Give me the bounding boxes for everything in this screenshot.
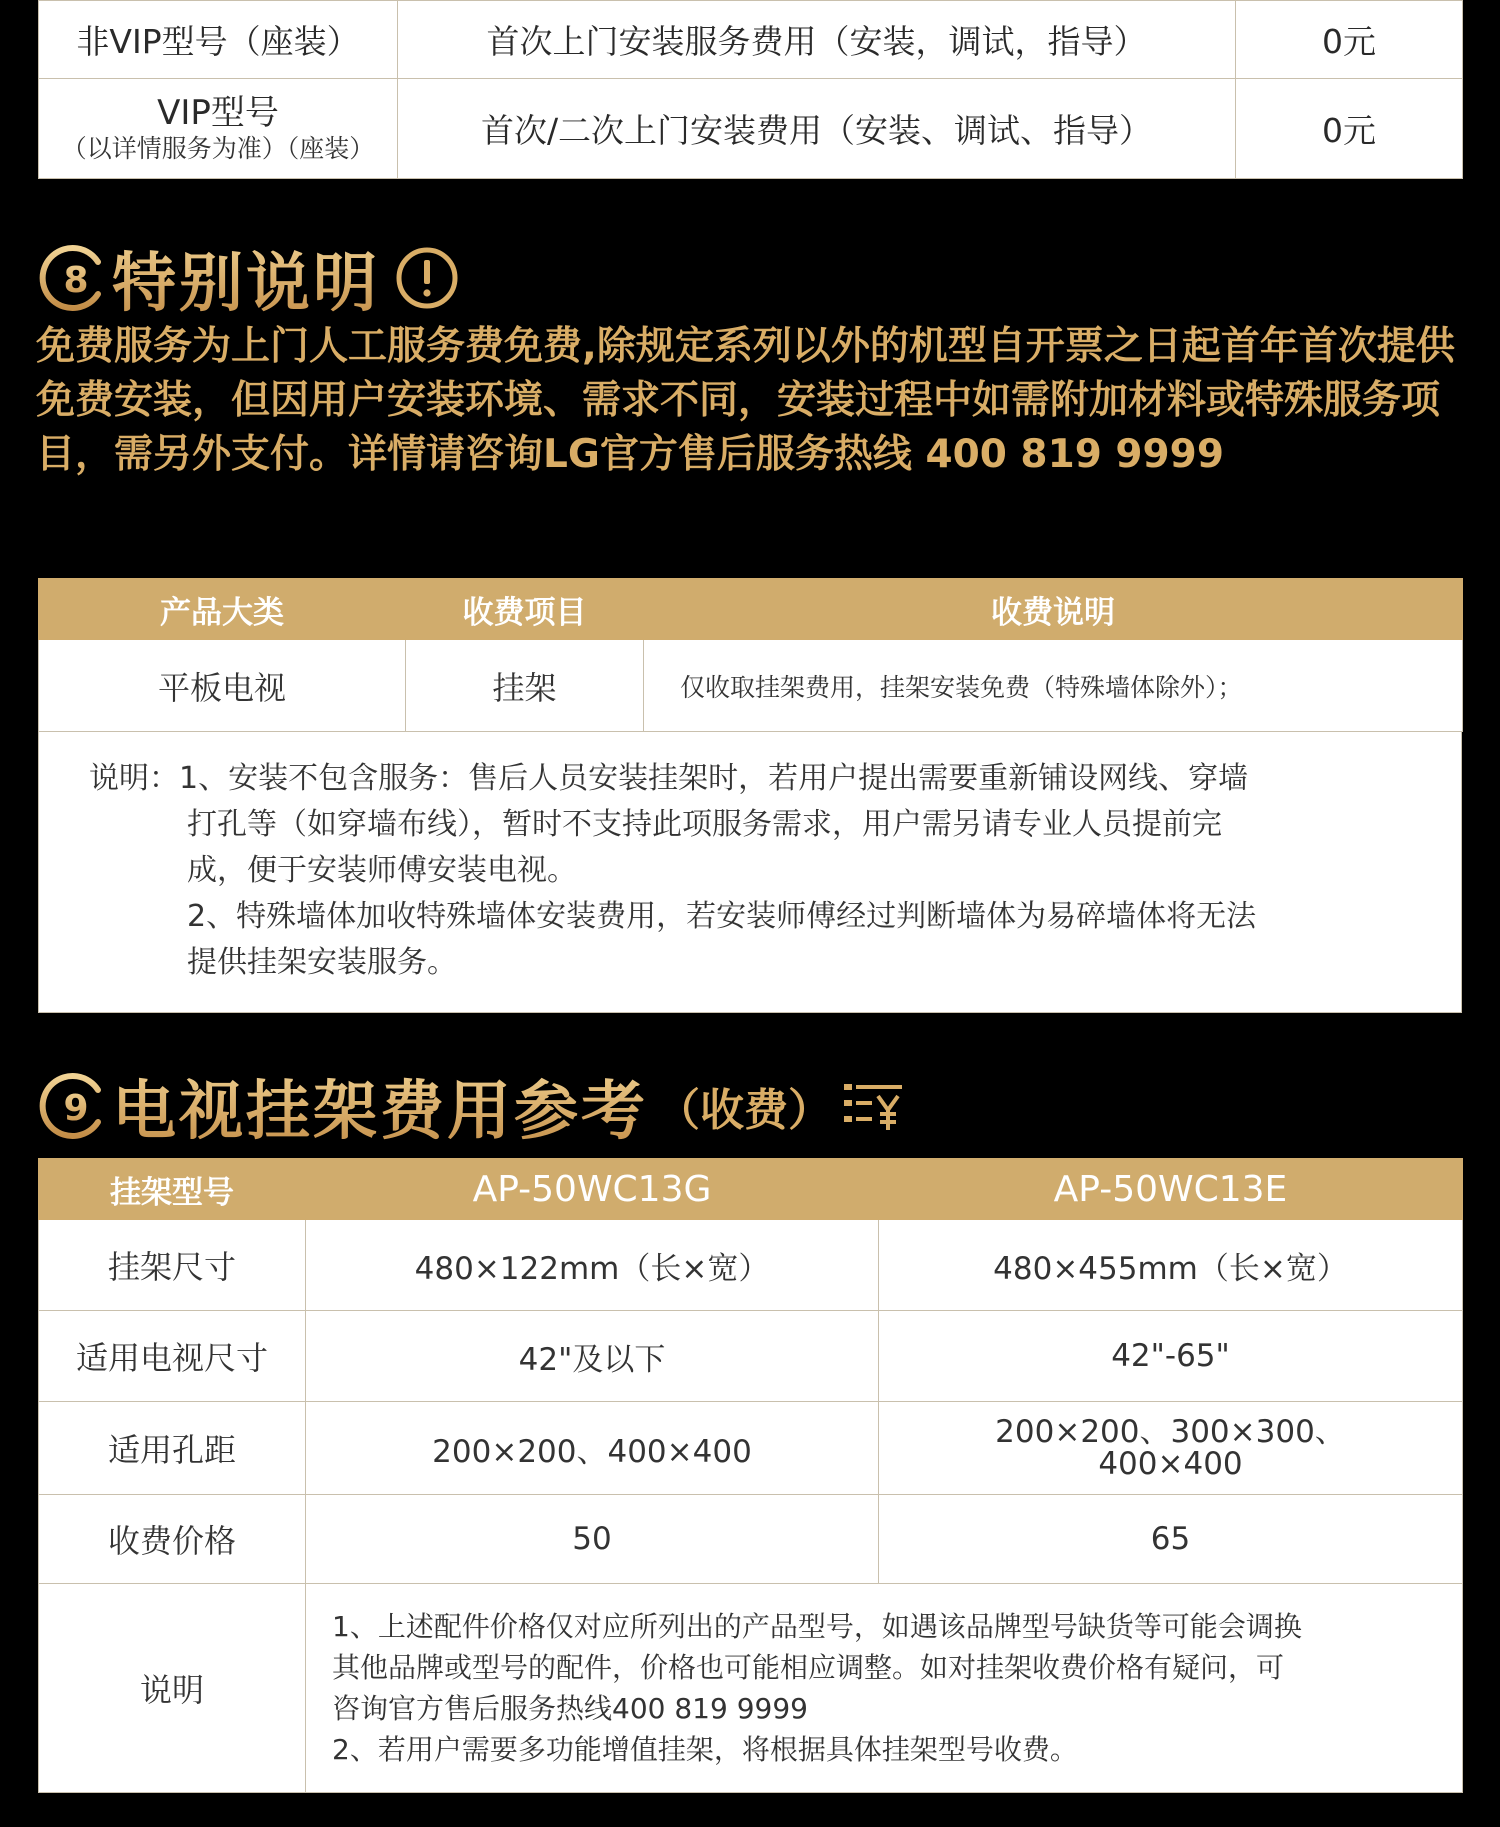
model-b-cell — [879, 1402, 1463, 1495]
model-cell — [39, 79, 398, 179]
note-line: 1、上述配件价格仅对应所列出的产品型号，如遇该品牌型号缺货等可能会调换 — [332, 1610, 1302, 1643]
section-title-suffix: （收费） — [656, 1085, 832, 1136]
header-label: 挂架型号 — [39, 1159, 306, 1220]
install-fee-table — [38, 0, 1462, 179]
mount-fee-table — [38, 578, 1462, 1013]
table-header-row — [39, 1159, 1463, 1220]
item-cell: 挂架 — [406, 640, 644, 732]
row-label: 适用孔距 — [39, 1402, 306, 1495]
service-cell: 首次/二次上门安装费用（安装、调试、指导） — [398, 79, 1236, 179]
header-model-b: AP-50WC13E — [879, 1159, 1463, 1220]
svg-text:8: 8 — [63, 260, 89, 301]
table-row — [39, 1402, 1463, 1495]
section-title: 电视挂架费用参考 — [112, 1060, 648, 1152]
table-row — [39, 1, 1463, 79]
section-title: 特别说明 — [112, 232, 380, 324]
note-line: 咨询官方售后服务热线400 819 9999 — [332, 1692, 808, 1725]
table-row — [39, 1495, 1463, 1584]
table-row — [39, 1220, 1463, 1311]
svg-text:9: 9 — [63, 1088, 89, 1129]
note-line: 其他品牌或型号的配件，价格也可能相应调整。如对挂架收费价格有疑问，可 — [332, 1651, 1285, 1684]
model-a-cell: 50 — [306, 1495, 879, 1584]
model-b-cell: 480×455mm（长×宽） — [879, 1220, 1463, 1311]
special-notice-text: 免费服务为上门人工服务费免费,除规定系列以外的机型自开票之日起首年首次提供免费安装，但因用户安装环境、需求不同，安装过程中如需附加材料或特殊服务项目，需另外支付。详情请咨询LG官方售后服务热线 400 819 9999 — [36, 324, 1455, 477]
note-line: 2、特殊墙体加收特殊墙体安装费用，若安装师傅经过判断墙体为易碎墙体将无法 — [187, 899, 1257, 934]
category-cell: 平板电视 — [39, 640, 406, 732]
service-cell: 首次上门安装服务费用（安装，调试，指导） — [398, 1, 1236, 79]
row-label: 收费价格 — [39, 1495, 306, 1584]
note-text-cell — [306, 1584, 1463, 1793]
row-label: 说明 — [39, 1584, 306, 1793]
price-cell: 0元 — [1236, 1, 1463, 79]
row-label: 挂架尺寸 — [39, 1220, 306, 1311]
model-a-cell: 200×200、400×400 — [306, 1402, 879, 1495]
price-list-icon — [842, 1078, 906, 1134]
table-row — [39, 79, 1463, 179]
table-header-row — [39, 579, 1463, 640]
section-number-icon — [36, 1068, 112, 1144]
note-line: 成，便于安装师傅安装电视。 — [187, 853, 577, 888]
mount-reference-heading — [36, 1060, 906, 1152]
model-cell: 非VIP型号（座装） — [39, 1, 398, 79]
notes-lead: 说明： — [89, 761, 179, 796]
header-category: 产品大类 — [39, 579, 406, 640]
note-line: 打孔等（如穿墙布线），暂时不支持此项服务需求，用户需另请专业人员提前完 — [187, 807, 1222, 842]
model-b-cell: 65 — [879, 1495, 1463, 1584]
exclamation-icon — [392, 243, 462, 313]
section-number-icon — [36, 240, 112, 316]
header-model-a: AP-50WC13G — [306, 1159, 879, 1220]
model-b-line: 200×200、300×300、 — [995, 1414, 1346, 1450]
model-b-line: 400×400 — [1098, 1446, 1243, 1482]
row-label: 适用电视尺寸 — [39, 1311, 306, 1402]
header-item: 收费项目 — [406, 579, 644, 640]
note-line: 2、若用户需要多功能增值挂架，将根据具体挂架型号收费。 — [332, 1733, 1078, 1766]
mount-fee-notes — [38, 732, 1462, 1013]
special-notice-heading — [36, 232, 462, 324]
note-line: 提供挂架安装服务。 — [187, 945, 457, 980]
note-line: 1、安装不包含服务：售后人员安装挂架时，若用户提出需要重新铺设网线、穿墙 — [179, 761, 1249, 796]
header-desc: 收费说明 — [644, 579, 1463, 640]
table-row — [39, 1584, 1463, 1793]
desc-cell: 仅收取挂架费用，挂架安装免费（特殊墙体除外）； — [644, 640, 1463, 732]
table-row — [39, 640, 1463, 732]
vip-model-note: （以详情服务为准）（座装） — [61, 133, 375, 163]
model-a-cell: 42"及以下 — [306, 1311, 879, 1402]
table-row — [39, 1311, 1463, 1402]
model-b-cell: 42"-65" — [879, 1311, 1463, 1402]
vip-model-label: VIP型号 — [157, 92, 279, 133]
price-cell: 0元 — [1236, 79, 1463, 179]
mount-reference-table — [38, 1158, 1462, 1793]
model-a-cell: 480×122mm（长×宽） — [306, 1220, 879, 1311]
